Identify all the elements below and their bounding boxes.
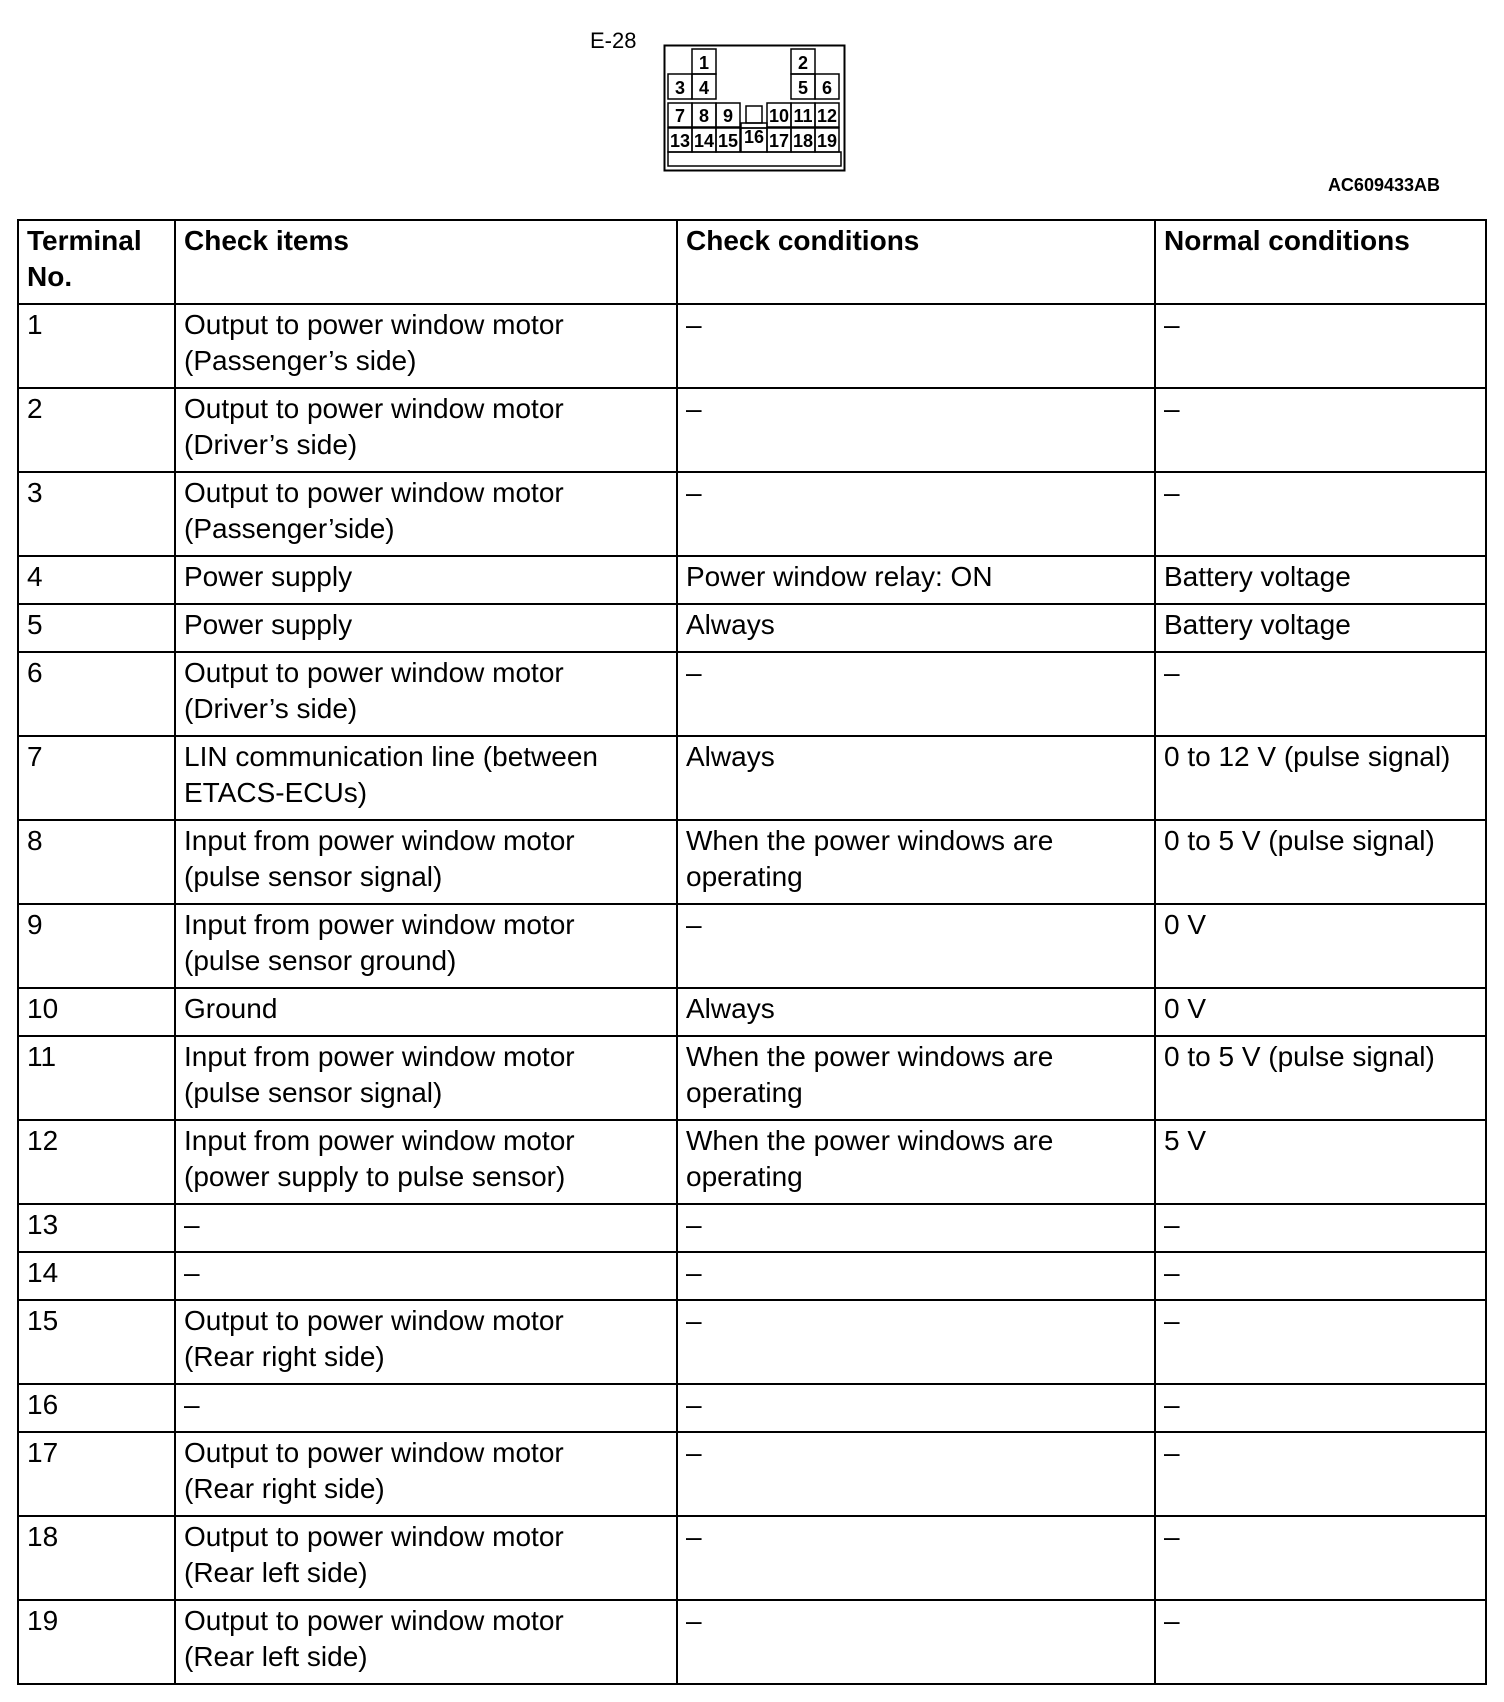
pin-label: 14 <box>693 131 715 151</box>
check-item-cell: Power supply <box>175 604 677 652</box>
table-row <box>18 1600 1486 1684</box>
check-condition-cell: – <box>677 1252 1155 1300</box>
normal-condition-cell: 5 V <box>1155 1120 1486 1204</box>
normal-condition-cell: – <box>1155 1600 1486 1684</box>
terminal-number-cell: 13 <box>18 1204 175 1252</box>
check-condition-cell: – <box>677 904 1155 988</box>
connector-diagram <box>663 44 846 172</box>
check-condition-cell: – <box>677 1384 1155 1432</box>
pin-label: 15 <box>717 131 739 151</box>
normal-condition-cell: – <box>1155 1384 1486 1432</box>
normal-condition-cell: – <box>1155 1252 1486 1300</box>
pin-label: 1 <box>698 53 710 73</box>
table-row <box>18 736 1486 820</box>
check-condition-cell: – <box>677 472 1155 556</box>
check-item-cell: LIN communication line (between ETACS-ECUs) <box>175 736 677 820</box>
table-row <box>18 1204 1486 1252</box>
terminal-number-cell: 3 <box>18 472 175 556</box>
header-normal-conditions: Normal conditions <box>1155 220 1486 304</box>
check-condition-cell: – <box>677 1600 1155 1684</box>
pin-label: 11 <box>793 106 813 126</box>
normal-condition-cell: 0 to 5 V (pulse signal) <box>1155 1036 1486 1120</box>
terminal-number-cell: 5 <box>18 604 175 652</box>
check-item-cell: Output to power window motor (Rear right side) <box>175 1300 677 1384</box>
check-item-cell: Output to power window motor (Rear right side) <box>175 1432 677 1516</box>
check-item-cell: Input from power window motor (pulse sensor signal) <box>175 1036 677 1120</box>
check-item-cell: Output to power window motor (Driver’s side) <box>175 388 677 472</box>
check-condition-cell: When the power windows are operating <box>677 1120 1155 1204</box>
check-condition-cell: When the power windows are operating <box>677 1036 1155 1120</box>
terminal-number-cell: 17 <box>18 1432 175 1516</box>
connector-pinout-svg <box>663 44 846 172</box>
normal-condition-cell: – <box>1155 388 1486 472</box>
terminal-number-cell: 15 <box>18 1300 175 1384</box>
header-check-items: Check items <box>175 220 677 304</box>
pin-label: 4 <box>698 78 710 98</box>
check-item-cell: Input from power window motor (pulse sensor ground) <box>175 904 677 988</box>
check-item-cell: Output to power window motor (Passenger’s side) <box>175 304 677 388</box>
pin-label: 9 <box>722 106 734 126</box>
normal-condition-cell: 0 to 12 V (pulse signal) <box>1155 736 1486 820</box>
check-item-cell: Ground <box>175 988 677 1036</box>
pin-label: 6 <box>821 78 833 98</box>
pin-label: 2 <box>797 53 809 73</box>
table-row <box>18 1432 1486 1516</box>
check-condition-cell: – <box>677 1204 1155 1252</box>
normal-condition-cell: Battery voltage <box>1155 604 1486 652</box>
check-condition-cell: Power window relay: ON <box>677 556 1155 604</box>
table-row <box>18 1384 1486 1432</box>
pin-label: 8 <box>698 106 710 126</box>
check-condition-cell: – <box>677 652 1155 736</box>
terminal-number-cell: 7 <box>18 736 175 820</box>
figure-reference-code: AC609433AB <box>1327 175 1440 195</box>
pin-label: 7 <box>674 106 686 126</box>
terminal-number-cell: 8 <box>18 820 175 904</box>
pin-label: 18 <box>792 131 814 151</box>
check-item-cell: Power supply <box>175 556 677 604</box>
check-item-cell: – <box>175 1204 677 1252</box>
check-condition-cell: When the power windows are operating <box>677 820 1155 904</box>
check-item-cell: Output to power window motor (Driver’s side) <box>175 652 677 736</box>
normal-condition-cell: – <box>1155 1204 1486 1252</box>
table-row <box>18 304 1486 388</box>
normal-condition-cell: 0 to 5 V (pulse signal) <box>1155 820 1486 904</box>
normal-condition-cell: – <box>1155 652 1486 736</box>
pin-label: 12 <box>816 106 838 126</box>
terminal-number-cell: 2 <box>18 388 175 472</box>
terminal-number-cell: 12 <box>18 1120 175 1204</box>
pin-label: 3 <box>674 78 686 98</box>
terminal-number-cell: 9 <box>18 904 175 988</box>
terminal-number-cell: 6 <box>18 652 175 736</box>
table-row <box>18 652 1486 736</box>
terminal-check-table <box>17 219 1487 1685</box>
check-item-cell: – <box>175 1384 677 1432</box>
table-row <box>18 820 1486 904</box>
table-row <box>18 388 1486 472</box>
terminal-number-cell: 16 <box>18 1384 175 1432</box>
table-row <box>18 904 1486 988</box>
table-row <box>18 1300 1486 1384</box>
pin-label: 16 <box>743 127 765 147</box>
pin-label: 13 <box>669 131 691 151</box>
table-row <box>18 1516 1486 1600</box>
check-condition-cell: – <box>677 1516 1155 1600</box>
normal-condition-cell: – <box>1155 1300 1486 1384</box>
terminal-number-cell: 11 <box>18 1036 175 1120</box>
header-check-conditions: Check conditions <box>677 220 1155 304</box>
table-row <box>18 988 1486 1036</box>
table-body <box>18 304 1486 1684</box>
table-header-row <box>18 220 1486 304</box>
normal-condition-cell: – <box>1155 1432 1486 1516</box>
table-row <box>18 1252 1486 1300</box>
check-condition-cell: Always <box>677 988 1155 1036</box>
header-terminal-no: Terminal No. <box>18 220 175 304</box>
pin-label: 19 <box>816 131 838 151</box>
check-item-cell: Output to power window motor (Passenger’side) <box>175 472 677 556</box>
pin-label: 10 <box>768 106 790 126</box>
table-row <box>18 1036 1486 1120</box>
pin-label: 5 <box>797 78 809 98</box>
check-condition-cell: Always <box>677 736 1155 820</box>
terminal-number-cell: 1 <box>18 304 175 388</box>
connector-label: E-28 <box>590 28 637 53</box>
table-row <box>18 472 1486 556</box>
normal-condition-cell: – <box>1155 1516 1486 1600</box>
terminal-number-cell: 18 <box>18 1516 175 1600</box>
check-condition-cell: Always <box>677 604 1155 652</box>
normal-condition-cell: 0 V <box>1155 904 1486 988</box>
check-item-cell: Output to power window motor (Rear left side) <box>175 1600 677 1684</box>
table-row <box>18 604 1486 652</box>
normal-condition-cell: – <box>1155 304 1486 388</box>
terminal-number-cell: 14 <box>18 1252 175 1300</box>
normal-condition-cell: 0 V <box>1155 988 1486 1036</box>
table-row <box>18 1120 1486 1204</box>
terminal-number-cell: 10 <box>18 988 175 1036</box>
check-item-cell: Input from power window motor (power supply to pulse sensor) <box>175 1120 677 1204</box>
terminal-number-cell: 19 <box>18 1600 175 1684</box>
table-row <box>18 556 1486 604</box>
check-item-cell: Input from power window motor (pulse sensor signal) <box>175 820 677 904</box>
terminal-number-cell: 4 <box>18 556 175 604</box>
check-condition-cell: – <box>677 1300 1155 1384</box>
pin-label: 17 <box>768 131 790 151</box>
check-item-cell: Output to power window motor (Rear left side) <box>175 1516 677 1600</box>
check-condition-cell: – <box>677 304 1155 388</box>
check-item-cell: – <box>175 1252 677 1300</box>
check-condition-cell: – <box>677 1432 1155 1516</box>
normal-condition-cell: Battery voltage <box>1155 556 1486 604</box>
normal-condition-cell: – <box>1155 472 1486 556</box>
check-condition-cell: – <box>677 388 1155 472</box>
